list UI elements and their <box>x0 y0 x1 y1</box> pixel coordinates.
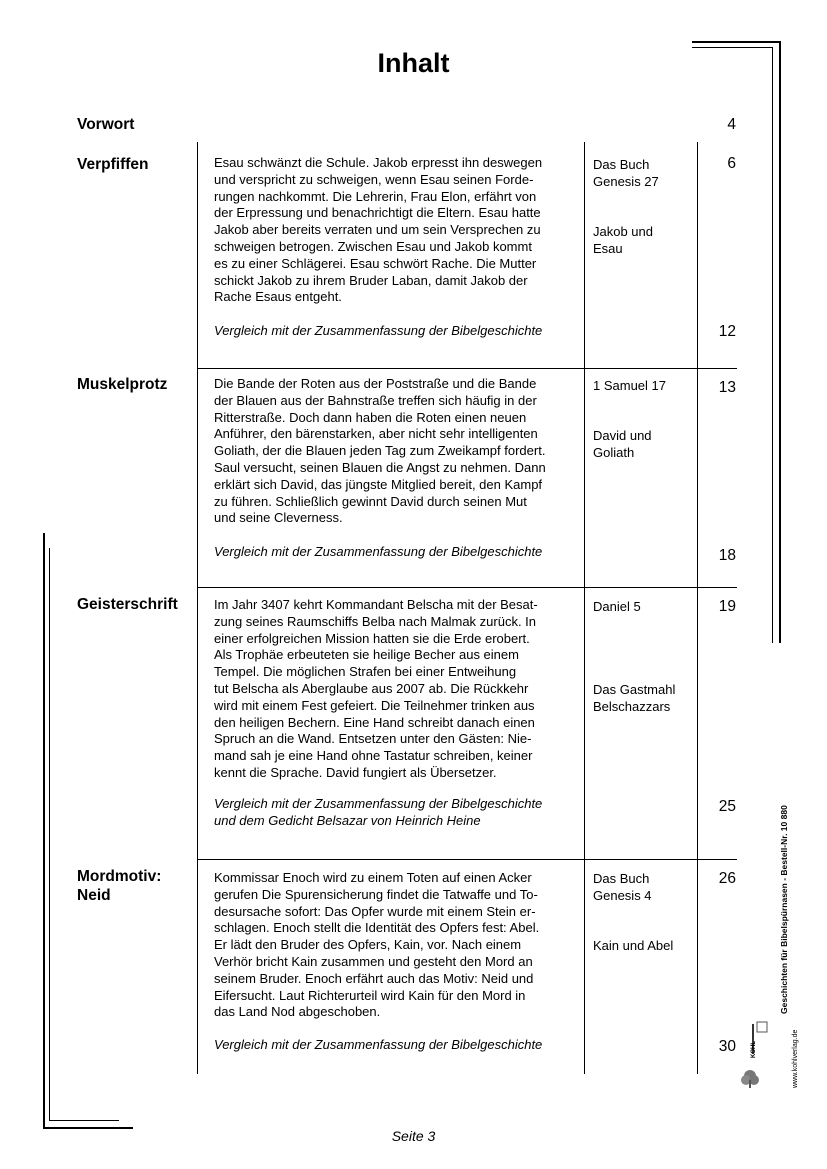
summary-line: Tempel. Die möglichen Strafen bei einer Entweihung <box>214 664 517 680</box>
comparison-line: Vergleich mit der Zusammenfassung der Bibelgeschichte <box>214 796 543 811</box>
bible-story <box>593 682 693 716</box>
summary-line: kennt die Sprache. David fungiert als Übersetzer. <box>214 764 497 780</box>
chapter-title-line: Neid <box>77 887 111 904</box>
page-title: Inhalt <box>377 48 450 78</box>
frame-top-right-outer-h <box>692 41 781 43</box>
bible-ref-line: Daniel 5 <box>593 599 641 614</box>
bible-reference <box>593 378 693 395</box>
summary-line: Er lädt den Bruder des Opfers, Kain, vor. Nach einem <box>214 937 522 953</box>
comparison-line: und dem Gedicht Belsazar von Heinrich Heine <box>214 812 481 828</box>
summary-line: seinem Bruder. Enoch erfährt auch das Motiv: Neid und <box>214 970 534 986</box>
summary-line: Die Bande der Roten aus der Poststraße und die Bande <box>214 376 537 391</box>
preface-label: Vorwort <box>77 116 135 133</box>
bible-story <box>593 224 693 258</box>
frame-top-right-inner-v <box>772 47 773 643</box>
page-number-footer: Seite 3 <box>391 1128 436 1144</box>
summary-line: Kommissar Enoch wird zu einem Toten auf einen Acker <box>214 870 532 885</box>
frame-bottom-left-outer-v <box>43 533 45 1129</box>
summary-line: Verhör bricht Kain zusammen und gesteht den Mord an <box>214 953 533 969</box>
comparison-line: Vergleich mit der Zusammenfassung der Bibelgeschichte <box>214 323 543 338</box>
summary-line: mand sah je eine Hand ohne Tastatur schreiben, keiner <box>214 748 533 764</box>
bible-reference <box>593 871 693 905</box>
chapter-title-line: Mordmotiv: <box>77 868 162 885</box>
chapter-page-end: 30 <box>718 1038 736 1055</box>
bible-story-line: Goliath <box>593 444 635 460</box>
comparison-line: Vergleich mit der Zusammenfassung der Bibelgeschichte <box>214 544 543 559</box>
comparison-note <box>214 544 582 561</box>
summary-line: Saul versucht, seinen Blauen die Angst zu nehmen. Dann <box>214 459 546 475</box>
publisher-url: www.kohlverlag.de <box>792 1029 799 1088</box>
summary-line: es zu einer Schlägerei. Esau schwört Rache. Die Mutter <box>214 255 537 271</box>
bible-ref-line: Das Buch <box>593 157 650 172</box>
bible-story-line: Belschazzars <box>593 698 671 714</box>
summary-line: einer erfolgreichen Mission hatten sie die Erde erobert. <box>214 630 530 646</box>
bible-reference <box>593 599 693 616</box>
summary-line: erklärt sich David, das jüngste Mitglied bereit, den Kampf <box>214 476 543 492</box>
bible-story-line: Jakob und <box>593 224 653 239</box>
summary-line: das Land Nod abgeschoben. <box>214 1004 381 1020</box>
bible-ref-line: 1 Samuel 17 <box>593 378 666 393</box>
frame-bottom-left-inner-v <box>49 548 50 1121</box>
chapter-page-end: 18 <box>718 547 736 564</box>
bible-story-line: Das Gastmahl <box>593 682 676 697</box>
chapter-summary <box>214 155 576 306</box>
chapter-summary <box>214 597 576 782</box>
chapter-page-start: 19 <box>718 598 736 615</box>
chapter-page-end: 25 <box>718 798 736 815</box>
comparison-line: Vergleich mit der Zusammenfassung der Bibelgeschichte <box>214 1037 543 1052</box>
chapter-page-end: 12 <box>718 323 736 340</box>
summary-line: Esau schwänzt die Schule. Jakob erpresst ihn deswegen <box>214 155 543 170</box>
summary-line: der Blauen aus der Bahnstraße treffen sich häufig in der <box>214 392 537 408</box>
chapter-summary <box>214 376 576 527</box>
preface-page: 4 <box>727 116 736 133</box>
bible-ref-line: Genesis 4 <box>593 887 652 903</box>
summary-line: wird mit einem Fest gefeiert. Die Teilnehmer trinken aus <box>214 697 535 713</box>
summary-line: tut Belscha als Aberglaube aus 2007 ab. Die Rückkehr <box>214 680 529 696</box>
frame-top-right-outer-v <box>779 41 781 643</box>
summary-line: Goliath, der die Blauen jeden Tag zum Zweikampf fordert. <box>214 443 546 459</box>
bible-story-line: Kain und Abel <box>593 938 674 953</box>
summary-line: Im Jahr 3407 kehrt Kommandant Belscha mit der Besat- <box>214 597 538 612</box>
summary-line: zu führen. Schließlich gewinnt David durch seinen Mut <box>214 493 527 509</box>
chapter-page-start: 26 <box>718 870 736 887</box>
table-divider-middle <box>584 142 585 1074</box>
summary-line: desursache sofort: Das Opfer wurde mit einem Stein er- <box>214 903 536 919</box>
table-divider-left <box>197 142 198 1074</box>
publisher-logo <box>740 1020 770 1090</box>
summary-line: den heiligen Bechern. Eine Hand schreibt danach einen <box>214 714 535 730</box>
summary-line: Rache Esaus entgeht. <box>214 289 342 305</box>
product-order-text: Geschichten für Bibelspürnasen - Bestell-Nr. 10 880 <box>779 805 789 1014</box>
summary-line: der Erpressung und benachrichtigt die Eltern. Esau hatte <box>214 205 541 221</box>
summary-line: Anführer, den bärenstarken, aber nicht sehr intelligenten <box>214 426 538 442</box>
summary-line: und seine Cleverness. <box>214 510 343 526</box>
chapter-title <box>77 867 195 905</box>
chapter-title: Muskelprotz <box>77 376 168 393</box>
chapter-summary <box>214 870 576 1021</box>
summary-line: Als Trophäe erbeuteten sie heilige Becher aus einem <box>214 647 519 663</box>
table-divider-right <box>697 142 698 1074</box>
summary-line: gerufen Die Spurensicherung findet die Tatwaffe und To- <box>214 886 538 902</box>
summary-line: zung seines Raumschiffs Belba nach Malmak zurück. In <box>214 613 537 629</box>
bible-story <box>593 428 693 462</box>
chapter-title: Geisterschrift <box>77 596 178 613</box>
row-divider-3 <box>197 859 737 860</box>
comparison-note <box>214 323 582 340</box>
row-divider-2 <box>197 587 737 588</box>
bible-reference <box>593 157 693 191</box>
chapter-title: Verpfiffen <box>77 156 149 173</box>
summary-line: Ritterstraße. Doch dann haben die Roten einen neuen <box>214 409 527 425</box>
bible-story <box>593 938 693 955</box>
chapter-page-start: 13 <box>718 379 736 396</box>
summary-line: Jakob aber bereits verraten und um sein Versprechen zu <box>214 222 541 238</box>
frame-bottom-left-inner-h <box>49 1120 119 1121</box>
summary-line: schlagen. Enoch stellt die Identität des Opfers fest: Abel. <box>214 920 540 936</box>
chapter-page-start: 6 <box>727 155 736 172</box>
publisher-name: KOHL <box>751 1041 757 1058</box>
comparison-note <box>214 796 582 830</box>
summary-line: rungen nachkommt. Die Lehrerin, Frau Elon, erfährt von <box>214 188 537 204</box>
bible-story-line: Esau <box>593 240 623 256</box>
summary-line: schickt Jakob zu ihrem Bruder Laban, damit Jakob der <box>214 272 528 288</box>
summary-line: Spruch an die Wand. Entsetzen unter den Gästen: Nie- <box>214 731 532 747</box>
tree-logo-icon <box>740 1020 770 1090</box>
summary-line: und verspricht zu schweigen, wenn Esau seinen Forde- <box>214 171 534 187</box>
comparison-note <box>214 1037 582 1054</box>
summary-line: Eifersucht. Laut Richterurteil wird Kain für den Mord in <box>214 987 526 1003</box>
bible-ref-line: Genesis 27 <box>593 173 659 189</box>
row-divider-1 <box>197 368 737 369</box>
summary-line: schweigen betrogen. Zwischen Esau und Jakob kommt <box>214 238 532 254</box>
bible-ref-line: Das Buch <box>593 871 650 886</box>
bible-story-line: David und <box>593 428 652 443</box>
